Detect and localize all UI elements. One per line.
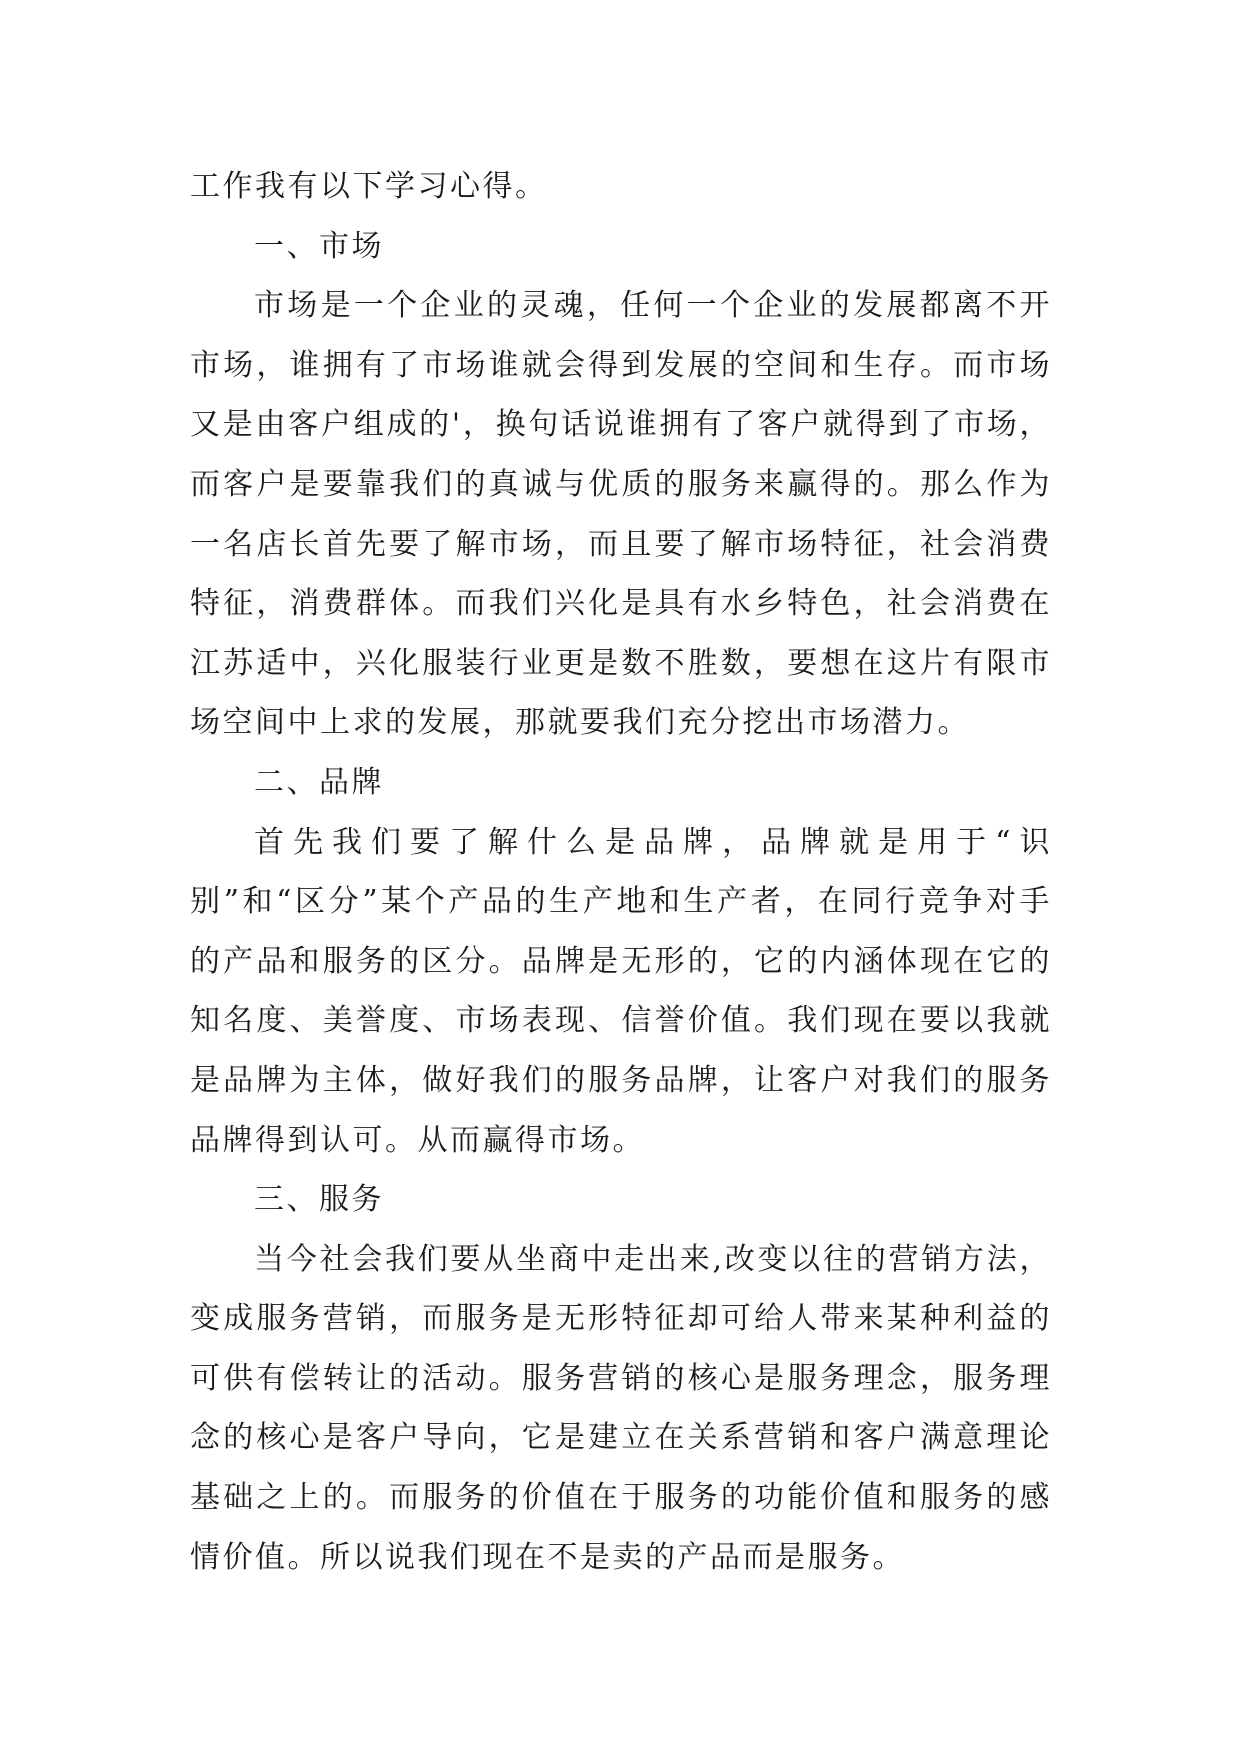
document-page [190,157,1052,1587]
section-heading-market: 一、市场 [254,228,384,264]
section-body-market: 市场是一个企业的灵魂，任何一个企业的发展都离不开市场，谁拥有了市场谁就会得到发展的空间和生存。而市场又是由客户组成的'，换句话说谁拥有了客户就得到了市场，而客户是要靠我们的真诚与优质的服务来赢得的。那么作为一名店长首先要了解市场，而且要了解市场特征，社会消费特征，消费群体。而我们兴化是具有水乡特色，社会消费在江苏适中，兴化服装行业更是数不胜数，要想在这片有限市场空间中上求的发展，那就要我们充分挖出市场潜力。 [190,288,1052,741]
section-heading-service: 三、服务 [254,1182,384,1218]
section-body-brand: 首先我们要了解什么是品牌，品牌就是用于“识别”和“区分”某个产品的生产地和生产者，在同行竞争对手的产品和服务的区分。品牌是无形的，它的内涵体现在它的知名度、美誉度、市场表现、信誉价值。我们现在要以我就是品牌为主体，做好我们的服务品牌，让客户对我们的服务品牌得到认可。从而赢得市场。 [190,824,1052,1158]
intro-paragraph: 工作我有以下学习心得。 [190,169,548,204]
section-body-service: 当今社会我们要从坐商中走出来,改变以往的营销方法，变成服务营销，而服务是无形特征却可给人带来某种利益的可供有偿转让的活动。服务营销的核心是服务理念，服务理念的核心是客户导向，它是建立在关系营销和客户满意理论基础之上的。而服务的价值在于服务的功能价值和服务的感情价值。所以说我们现在不是卖的产品而是服务。 [190,1241,1052,1575]
section-heading-brand: 二、品牌 [254,764,384,800]
